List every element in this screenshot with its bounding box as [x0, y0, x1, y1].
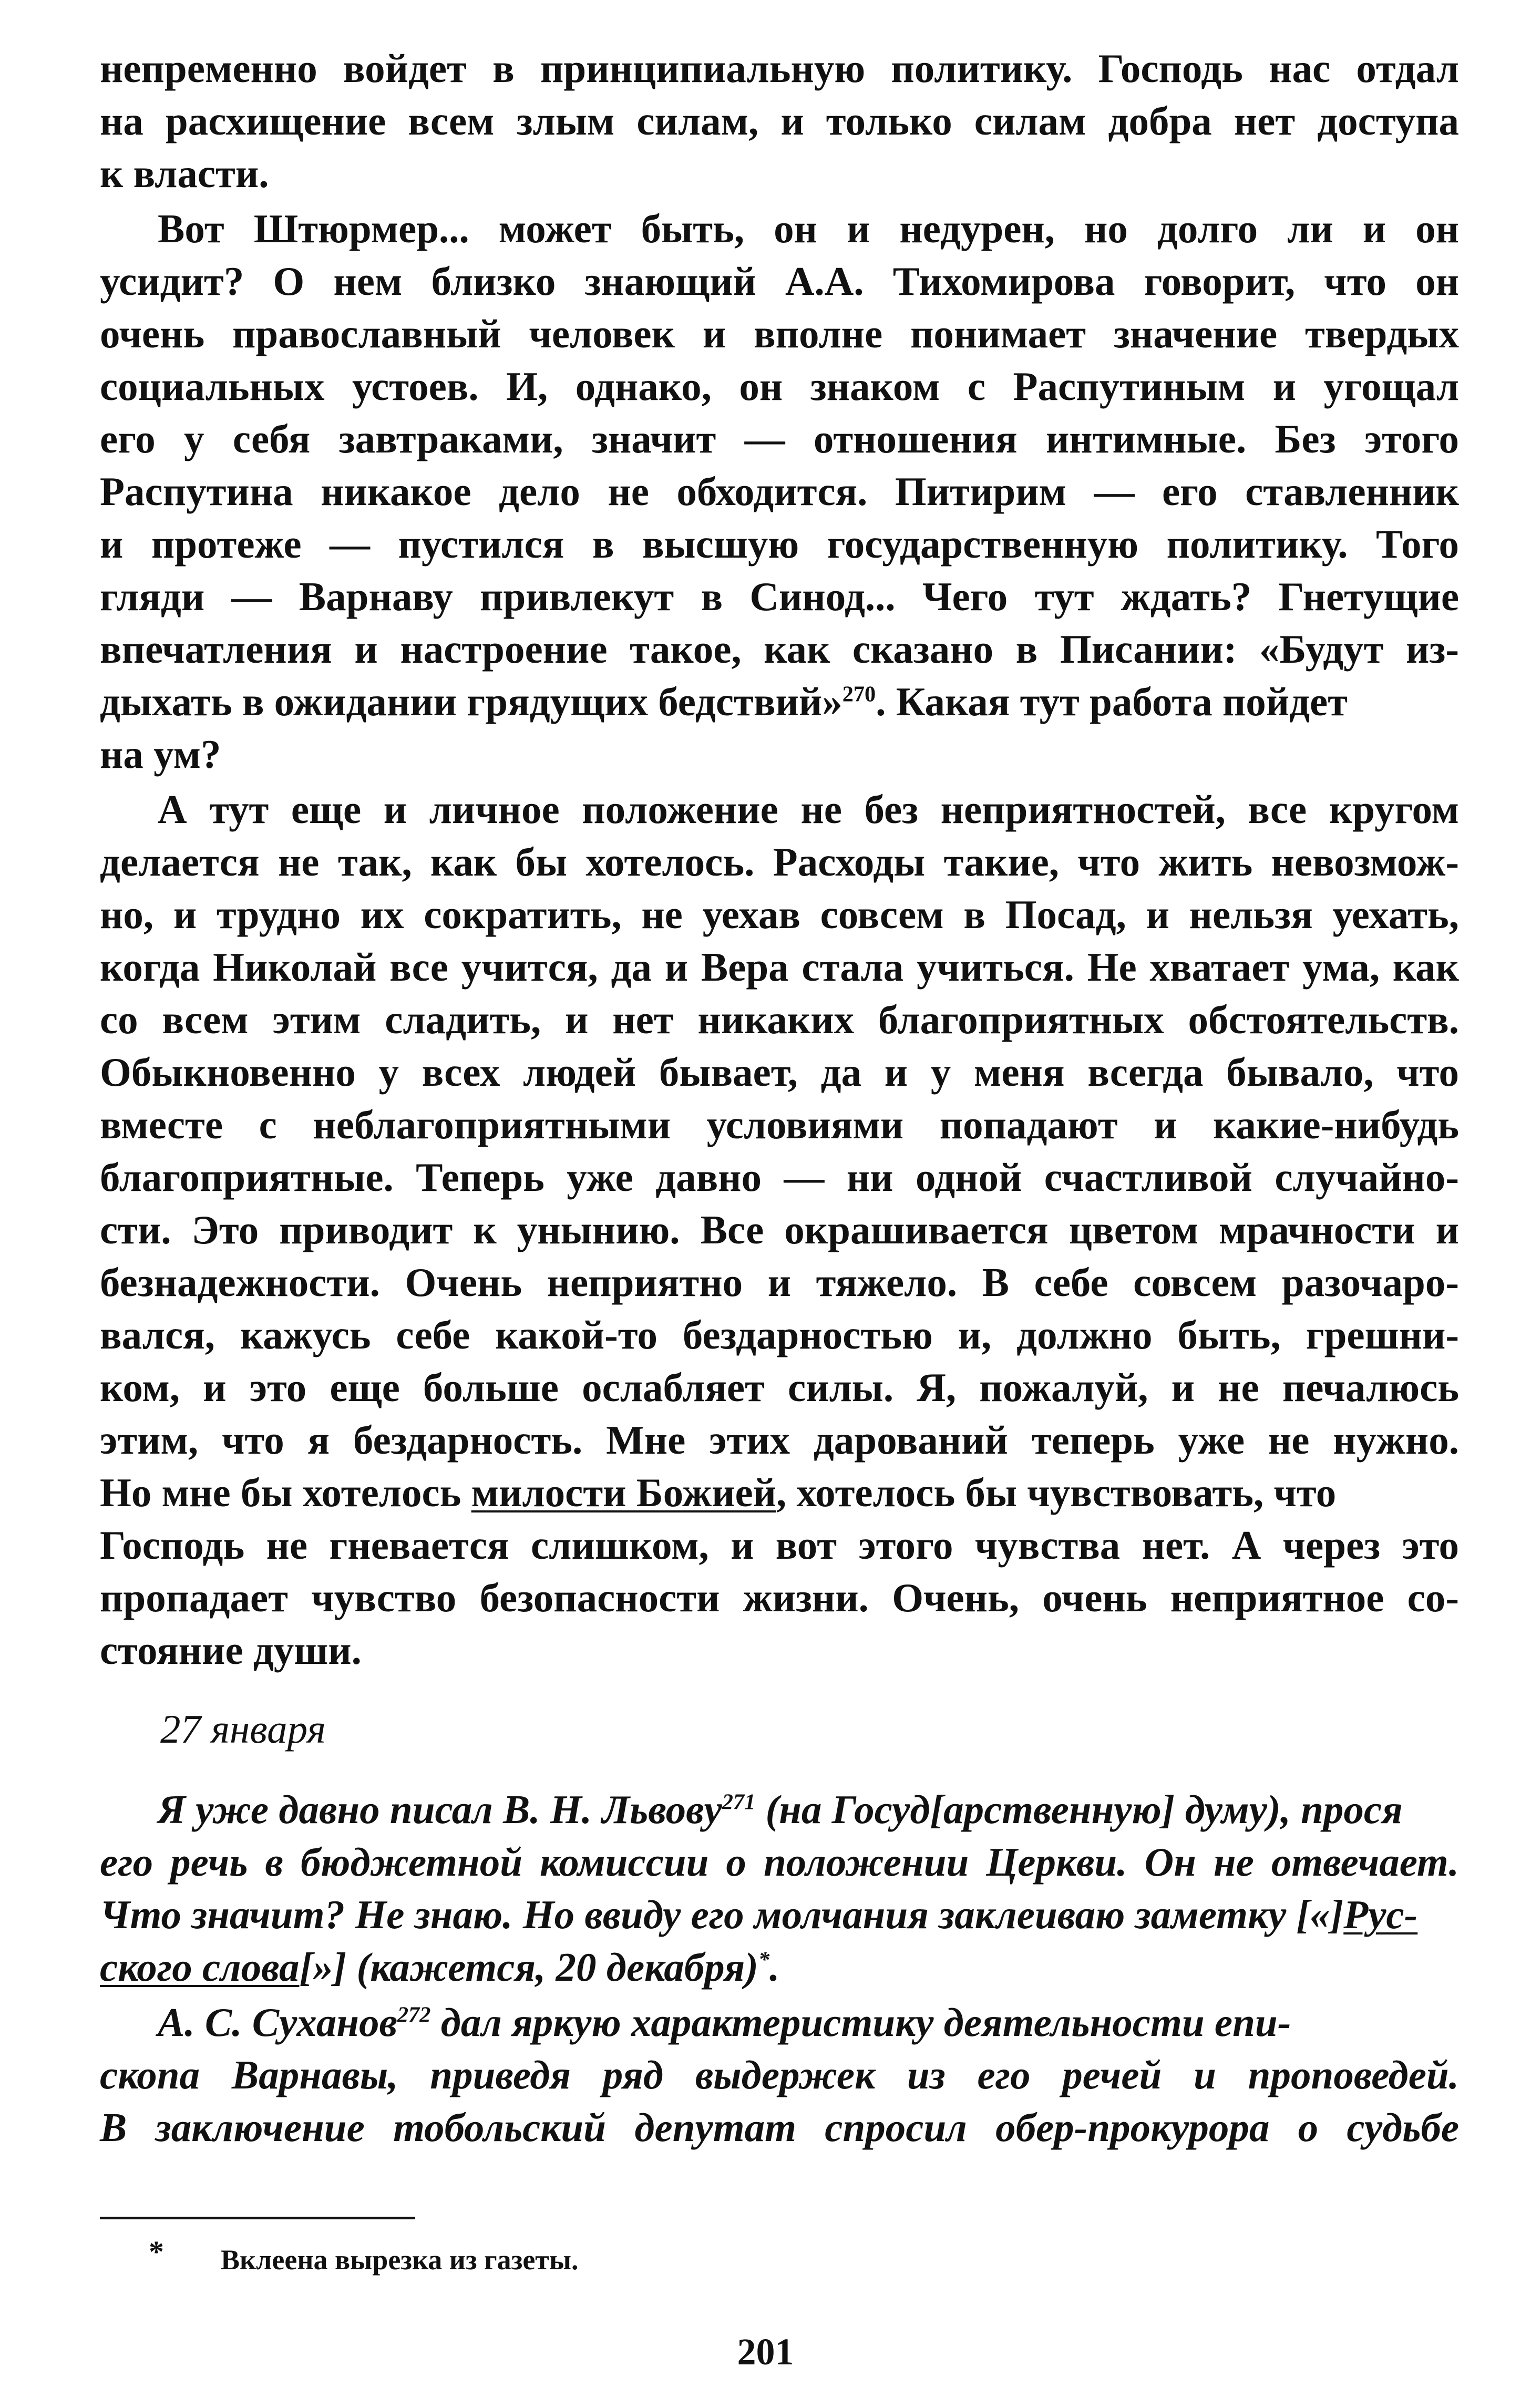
text-line: его у себя завтраками, значит — отношения интимные. Без этого — [100, 416, 1459, 461]
text-line: делается не так, как бы хотелось. Расходы такие, что жить невозмож- — [100, 839, 1459, 884]
text-line: впечатления и настроение такое, как сказано в Писании: «Будут из- — [100, 626, 1459, 672]
text-line: очень православный человек и вполне понимает значение твердых — [100, 311, 1459, 356]
text-line: ком, и это еще больше ослабляет силы. Я, пожалуй, и не печалюсь — [100, 1365, 1459, 1410]
text-line: и протеже — пустился в высшую государственную политику. Того — [100, 521, 1459, 567]
text-line: когда Николай все учится, да и Вера стала учиться. Не хватает ума, как — [100, 944, 1459, 990]
text-line — [100, 1466, 1459, 1519]
text-line: сти. Это приводит к унынию. Все окрашивается цветом мрачности и — [100, 1207, 1459, 1252]
line-segment: Я уже давно писал В. Н. Львову — [158, 1787, 722, 1832]
text-line: со всем этим сладить, и нет никаких благоприятных обстоятельств. — [100, 997, 1459, 1042]
line-segment: . Какая тут работа пойдет — [876, 679, 1348, 724]
text-line: В заключение тобольский депутат спросил обер-прокурора о судьбе — [100, 2105, 1459, 2150]
text-line: скопа Варнавы, приведя ряд выдержек из его речей и проповедей. — [100, 2052, 1459, 2097]
underlined-phrase: милости Божией — [471, 1470, 777, 1515]
text-line: пропадает чувство безопасности жизни. Очень, очень неприятное со- — [100, 1575, 1459, 1620]
text-line: социальных устоев. И, однако, он знаком с Распутиным и угощал — [100, 364, 1459, 409]
text-line: его речь в бюджетной комиссии о положении Церкви. Он не отвечает. — [100, 1839, 1459, 1885]
text-line: вался, кажусь себе какой-то бездарностью и, должно быть, грешни- — [100, 1312, 1459, 1357]
text-line — [100, 1941, 1459, 1993]
footnote-ref-271[interactable]: 271 — [722, 1789, 756, 1815]
text-line — [100, 1888, 1459, 1941]
text-line: усидит? О нем близко знающий А.А. Тихомирова говорит, что он — [100, 259, 1459, 304]
text-line — [100, 675, 1459, 728]
footnote-ref-270[interactable]: 270 — [842, 682, 876, 707]
text-line: Вот Штюрмер... может быть, он и недурен, но долго ли и он — [158, 206, 1459, 251]
text-line — [158, 1783, 1459, 1836]
text-line — [158, 1996, 1459, 2049]
page-number: 201 — [737, 2331, 794, 2373]
text-line: Господь не гневается слишком, и вот этого чувства нет. А через это — [100, 1522, 1459, 1568]
text-line: на расхищение всем злым силам, и только силам добра нет доступа — [100, 98, 1459, 143]
text-line: благоприятные. Теперь уже давно — ни одной счастливой случайно- — [100, 1155, 1459, 1200]
line-segment: А. С. Суханов — [158, 2000, 397, 2045]
footnote-ref-272[interactable]: 272 — [397, 2002, 431, 2028]
text-line: но, и трудно их сократить, не уехав совсем в Посад, и нельзя уехать, — [100, 892, 1459, 937]
line-segment: дыхать в ожидании грядущих бедствий» — [100, 679, 842, 724]
text-line: вместе с неблагоприятными условиями попадают и какие-нибудь — [100, 1102, 1459, 1147]
footnote-divider — [100, 2217, 415, 2219]
underlined-phrase: ского слова — [100, 1944, 300, 1990]
underlined-phrase: Рус- — [1343, 1892, 1418, 1937]
text-line: к власти. — [100, 151, 269, 196]
line-segment: Но мне бы хотелось — [100, 1470, 471, 1515]
text-line: безнадежности. Очень неприятно и тяжело. В себе совсем разочаро- — [100, 1260, 1459, 1305]
text-line: Распутина никакое дело не обходится. Питирим — его ставленник — [100, 469, 1459, 514]
line-segment: . — [769, 1944, 780, 1990]
line-segment: (на Госуд[арственную] думу), прося — [755, 1787, 1403, 1832]
text-line: стояние души. — [100, 1628, 362, 1673]
footnote-text: Вклеена вырезка из газеты. — [221, 2244, 579, 2276]
footnote-ref-star[interactable]: * — [758, 1947, 770, 1972]
line-segment: Что значит? Не знаю. Но ввиду его молчания заклеиваю заметку [«] — [100, 1892, 1344, 1937]
line-segment: , хотелось бы чувствовать, что — [776, 1470, 1337, 1515]
text-line: этим, что я бездарность. Мне этих дарований теперь уже не нужно. — [100, 1417, 1459, 1463]
date-heading: 27 января — [160, 1706, 326, 1752]
text-line: гляди — Варнаву привлекут в Синод... Чего тут ждать? Гнетущие — [100, 574, 1459, 619]
text-line: Обыкновенно у всех людей бывает, да и у меня всегда бывало, что — [100, 1049, 1459, 1095]
footnote-mark: * — [149, 2235, 164, 2269]
text-line: непременно войдет в принципиальную политику. Господь нас отдал — [100, 46, 1459, 91]
text-line: на ум? — [100, 732, 221, 777]
text-line: А тут еще и личное положение не без неприятностей, все кругом — [158, 787, 1459, 832]
line-segment: [»] (кажется, 20 декабря) — [299, 1944, 758, 1990]
line-segment: дал яркую характеристику деятельности епи- — [430, 2000, 1291, 2045]
